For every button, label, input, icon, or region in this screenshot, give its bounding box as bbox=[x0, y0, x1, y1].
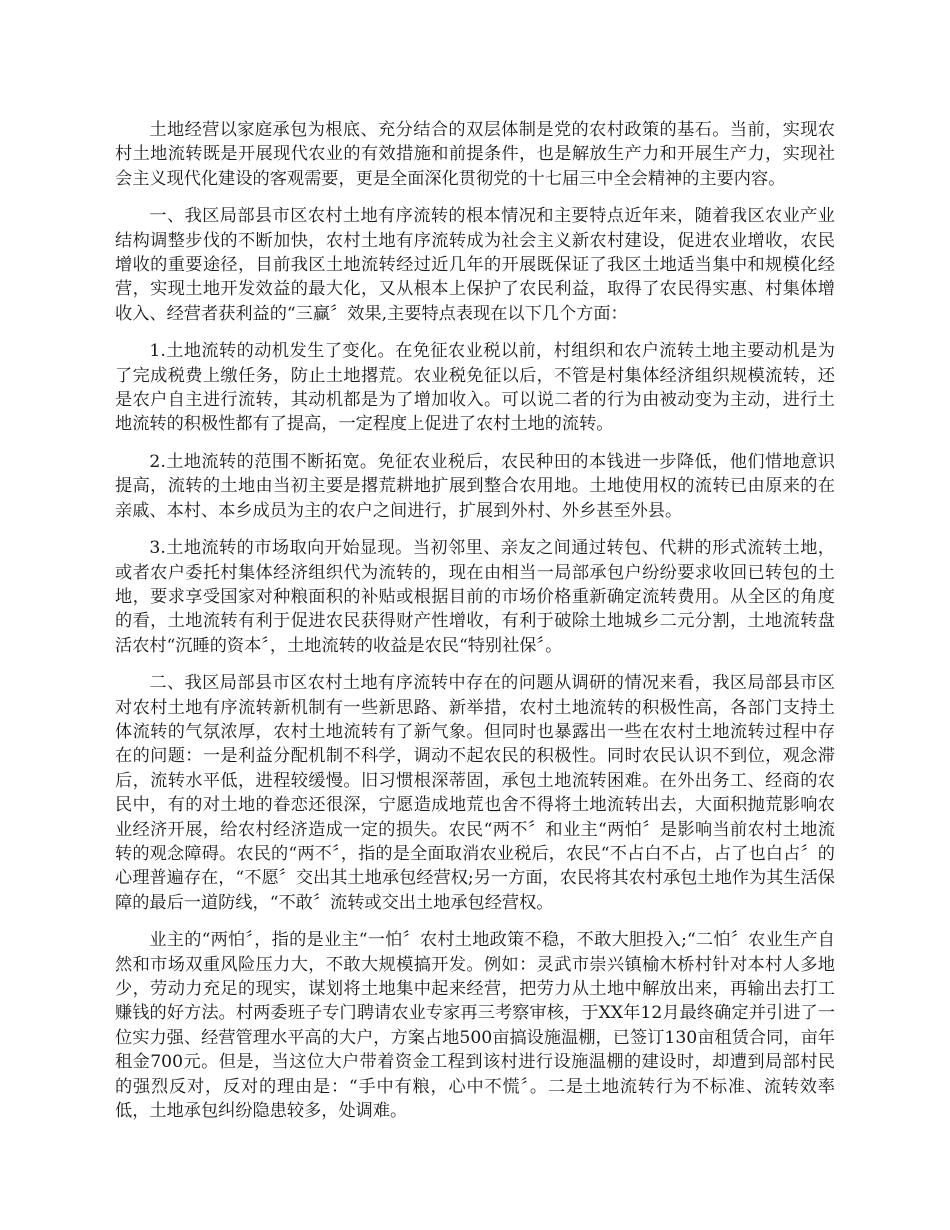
paragraph-section-one: 一、我区局部县市区农村土地有序流转的根本情况和主要特点近年来，随着我区农业产业结构调整步伐的不断加快，农村土地有序流转成为社会主义新农村建设，促进农业增收，农民增收的重要途径，目前我区土地流转经过近几年的开展既保证了我区土地适当集中和规模化经营，实现土地开发效益的最大化，又从根本上保护了农民利益，取得了农民得实惠、村集体增收入、经营者获利益的“三赢〞效果,主要特点表现在以下几个方面： bbox=[115, 206, 835, 324]
paragraph-point-3: 3.土地流转的市场取向开始显现。当初邻里、亲友之间通过转包、代耕的形式流转土地，或者农户委托村集体经济组织代为流转的，现在由相当一局部承包户纷纷要求收回已转包的土地，要求享受国家对种粮面积的补贴或根据目前的市场价格重新确定流转费用。从全区的角度的看，土地流转有利于促进农民获得财产性增收，有利于破除土地城乡二元分割，土地流转盘活农村“沉睡的资本〞，土地流转的收益是农民“特别社保〞。 bbox=[115, 538, 835, 656]
paragraph-intro: 土地经营以家庭承包为根底、充分结合的双层体制是党的农村政策的基石。当前，实现农村土地流转既是开展现代农业的有效措施和前提条件，也是解放生产力和开展生产力，实现社会主义现代化建设的客观需要，更是全面深化贯彻党的十七届三中全会精神的主要内容。 bbox=[115, 120, 835, 189]
paragraph-owner-worries: 业主的“两怕〞，指的是业主“一怕〞农村土地政策不稳，不敢大胆投入;“二怕〞农业生产自然和市场双重风险压力大，不敢大规模搞开发。例如：灵武市崇兴镇榆木桥村针对本村人多地少，劳动力充足的现实，谋划将土地集中起来经营，把劳力从土地中解放出来，再输出去打工赚钱的好方法。村两委班子专门聘请农业专家再三考察审核，于XX年12月最终确定并引进了一位实力强、经营管理水平高的大户，方案占地500亩搞设施温棚，已签订130亩租赁合同，亩年租金700元。但是，当这位大户带着资金工程到该村进行设施温棚的建设时，却遭到局部村民的强烈反对，反对的理由是：“手中有粮，心中不慌〞。二是土地流转行为不标准、流转效率低，土地承包纠纷隐患较多，处调难。 bbox=[115, 930, 835, 1122]
paragraph-point-1: 1.土地流转的动机发生了变化。在免征农业税以前，村组织和农户流转土地主要动机是为了完成税费上缴任务，防止土地撂荒。农业税免征以后，不管是村集体经济组织规模流转，还是农户自主进行流转，其动机都是为了增加收入。可以说二者的行为由被动变为主动，进行土地流转的积极性都有了提高，一定程度上促进了农村土地的流转。 bbox=[115, 341, 835, 435]
paragraph-point-2: 2.土地流转的范围不断拓宽。免征农业税后，农民种田的本钱进一步降低，他们惜地意识提高，流转的土地由当初主要是撂荒耕地扩展到整合农用地。土地使用权的流转已由原来的在亲戚、本村、本乡成员为主的农户之间进行，扩展到外村、外乡甚至外县。 bbox=[115, 451, 835, 521]
paragraph-section-two: 二、我区局部县市区农村土地有序流转中存在的问题从调研的情况来看，我区局部县市区对农村土地有序流转新机制有一些新思路、新举措，农村土地流转的积极性高，各部门支持土体流转的气氛浓厚，农村土地流转有了新气象。但同时也暴露出一些在农村土地流转过程中存在的问题：一是利益分配机制不科学，调动不起农民的积极性。同时农民认识不到位，观念滞后，流转水平低，进程较缓慢。旧习惯根深蒂固，承包土地流转困难。在外出务工、经商的农民中，有的对土地的眷恋还很深，宁愿造成地荒也舍不得将土地流转出去，大面积抛荒影响农业经济开展，给农村经济造成一定的损失。农民“两不〞和业主“两怕〞是影响当前农村土地流转的观念障碍。农民的“两不〞，指的是全面取消农业税后，农民“不占白不占，占了也白占〞的心理普遍存在，“不愿〞交出其土地承包经营权;另一方面，农民将其农村承包土地作为其生活保障的最后一道防线，“不敢〞流转或交出土地承包经营权。 bbox=[115, 673, 835, 913]
